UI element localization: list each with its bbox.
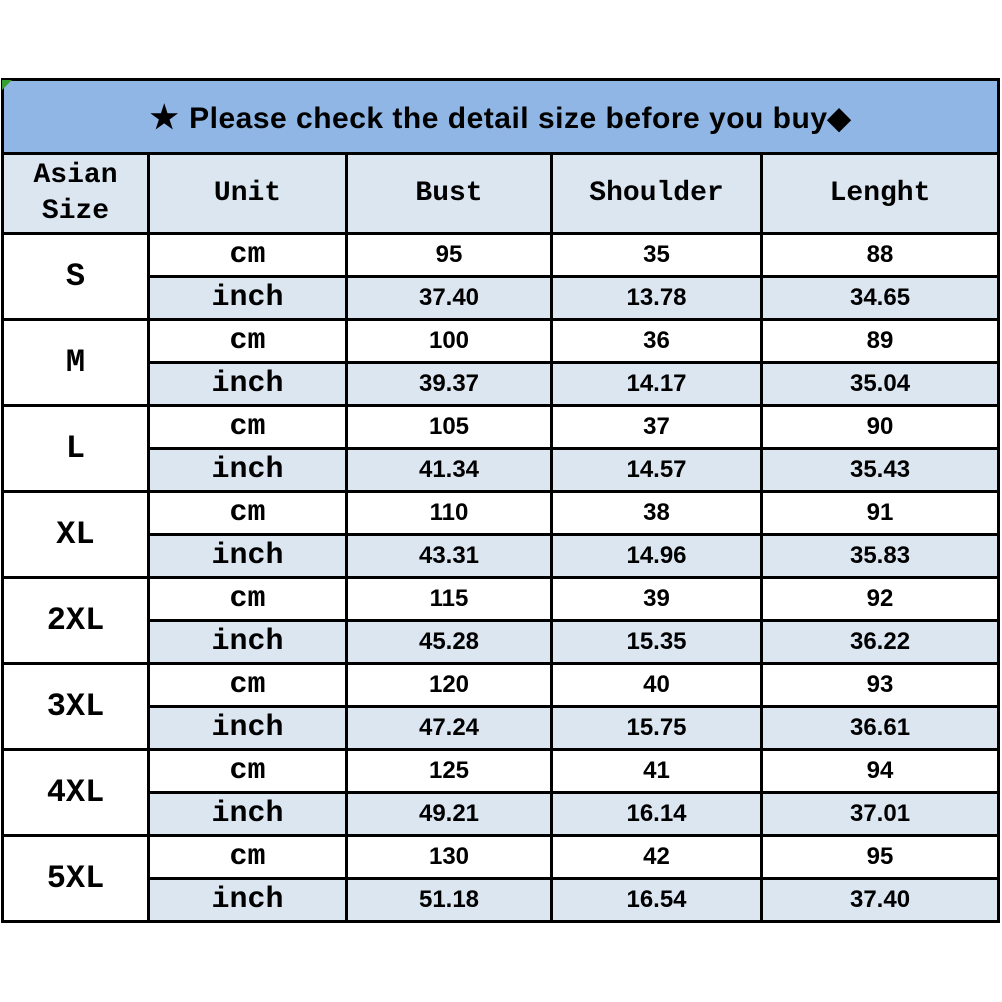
unit-label-cm: cm — [149, 406, 347, 449]
table-row-xl-cm — [3, 492, 999, 535]
unit-label-inch: inch — [149, 621, 347, 664]
shoulder-cm-value: 38 — [552, 492, 762, 535]
length-inch-value: 36.61 — [762, 707, 999, 750]
unit-label-cm: cm — [149, 320, 347, 363]
bust-cm-value: 100 — [347, 320, 552, 363]
length-cm-value: 93 — [762, 664, 999, 707]
length-cm-value: 91 — [762, 492, 999, 535]
table-row-2xl-cm — [3, 578, 999, 621]
unit-label-inch: inch — [149, 879, 347, 922]
shoulder-inch-value: 15.75 — [552, 707, 762, 750]
unit-label-inch: inch — [149, 277, 347, 320]
size-label: 4XL — [3, 750, 149, 836]
table-row-3xl-inch — [3, 707, 999, 750]
bust-cm-value: 115 — [347, 578, 552, 621]
bust-inch-value: 49.21 — [347, 793, 552, 836]
table-row-5xl-cm — [3, 836, 999, 879]
shoulder-inch-value: 14.96 — [552, 535, 762, 578]
shoulder-inch-value: 15.35 — [552, 621, 762, 664]
bust-inch-value: 43.31 — [347, 535, 552, 578]
size-label: L — [3, 406, 149, 492]
unit-label-cm: cm — [149, 492, 347, 535]
table-row-4xl-inch — [3, 793, 999, 836]
bust-inch-value: 41.34 — [347, 449, 552, 492]
col-header-bust: Bust — [347, 154, 552, 234]
length-inch-value: 37.01 — [762, 793, 999, 836]
length-cm-value: 95 — [762, 836, 999, 879]
unit-label-cm: cm — [149, 836, 347, 879]
length-inch-value: 37.40 — [762, 879, 999, 922]
length-inch-value: 35.83 — [762, 535, 999, 578]
size-label: S — [3, 234, 149, 320]
size-label: M — [3, 320, 149, 406]
green-corner-marker-icon — [2, 80, 12, 90]
unit-label-cm: cm — [149, 750, 347, 793]
asian-size-line2: Size — [41, 195, 110, 227]
bust-inch-value: 45.28 — [347, 621, 552, 664]
shoulder-inch-value: 14.57 — [552, 449, 762, 492]
shoulder-cm-value: 35 — [552, 234, 762, 277]
diamond-icon: ◆ — [827, 101, 852, 135]
table-row-l-cm — [3, 406, 999, 449]
bust-cm-value: 110 — [347, 492, 552, 535]
banner — [3, 80, 999, 154]
table-row-m-inch — [3, 363, 999, 406]
size-label: XL — [3, 492, 149, 578]
col-header-asian-size — [3, 154, 149, 234]
table-row-3xl-cm — [3, 664, 999, 707]
length-cm-value: 92 — [762, 578, 999, 621]
col-header-length: Lenght — [762, 154, 999, 234]
length-inch-value: 36.22 — [762, 621, 999, 664]
unit-label-inch: inch — [149, 707, 347, 750]
shoulder-cm-value: 37 — [552, 406, 762, 449]
unit-label-inch: inch — [149, 363, 347, 406]
bust-inch-value: 39.37 — [347, 363, 552, 406]
unit-label-cm: cm — [149, 578, 347, 621]
unit-label-cm: cm — [149, 234, 347, 277]
shoulder-inch-value: 13.78 — [552, 277, 762, 320]
length-cm-value: 88 — [762, 234, 999, 277]
col-header-shoulder: Shoulder — [552, 154, 762, 234]
table-row-s-inch — [3, 277, 999, 320]
bust-inch-value: 51.18 — [347, 879, 552, 922]
header-row — [3, 154, 999, 234]
table-row-4xl-cm — [3, 750, 999, 793]
length-inch-value: 35.04 — [762, 363, 999, 406]
banner-text: Please check the detail size before you buy — [189, 101, 828, 135]
unit-label-cm: cm — [149, 664, 347, 707]
table-row-l-inch — [3, 449, 999, 492]
table-row-2xl-inch — [3, 621, 999, 664]
unit-label-inch: inch — [149, 535, 347, 578]
unit-label-inch: inch — [149, 449, 347, 492]
size-chart-table — [1, 78, 1000, 923]
shoulder-cm-value: 40 — [552, 664, 762, 707]
shoulder-cm-value: 36 — [552, 320, 762, 363]
shoulder-inch-value: 16.14 — [552, 793, 762, 836]
bust-inch-value: 37.40 — [347, 277, 552, 320]
size-label: 2XL — [3, 578, 149, 664]
shoulder-cm-value: 42 — [552, 836, 762, 879]
table-row-s-cm — [3, 234, 999, 277]
table-row-5xl-inch — [3, 879, 999, 922]
size-label: 3XL — [3, 664, 149, 750]
shoulder-cm-value: 39 — [552, 578, 762, 621]
length-cm-value: 90 — [762, 406, 999, 449]
col-header-unit: Unit — [149, 154, 347, 234]
asian-size-line1: Asian — [33, 159, 118, 191]
shoulder-inch-value: 16.54 — [552, 879, 762, 922]
table-row-m-cm — [3, 320, 999, 363]
bust-cm-value: 95 — [347, 234, 552, 277]
length-cm-value: 94 — [762, 750, 999, 793]
unit-label-inch: inch — [149, 793, 347, 836]
size-label: 5XL — [3, 836, 149, 922]
bust-cm-value: 105 — [347, 406, 552, 449]
length-cm-value: 89 — [762, 320, 999, 363]
bust-inch-value: 47.24 — [347, 707, 552, 750]
length-inch-value: 35.43 — [762, 449, 999, 492]
bust-cm-value: 125 — [347, 750, 552, 793]
banner-row — [3, 80, 999, 154]
shoulder-inch-value: 14.17 — [552, 363, 762, 406]
bust-cm-value: 120 — [347, 664, 552, 707]
table-row-xl-inch — [3, 535, 999, 578]
star-icon: ★ — [149, 98, 180, 135]
shoulder-cm-value: 41 — [552, 750, 762, 793]
length-inch-value: 34.65 — [762, 277, 999, 320]
bust-cm-value: 130 — [347, 836, 552, 879]
